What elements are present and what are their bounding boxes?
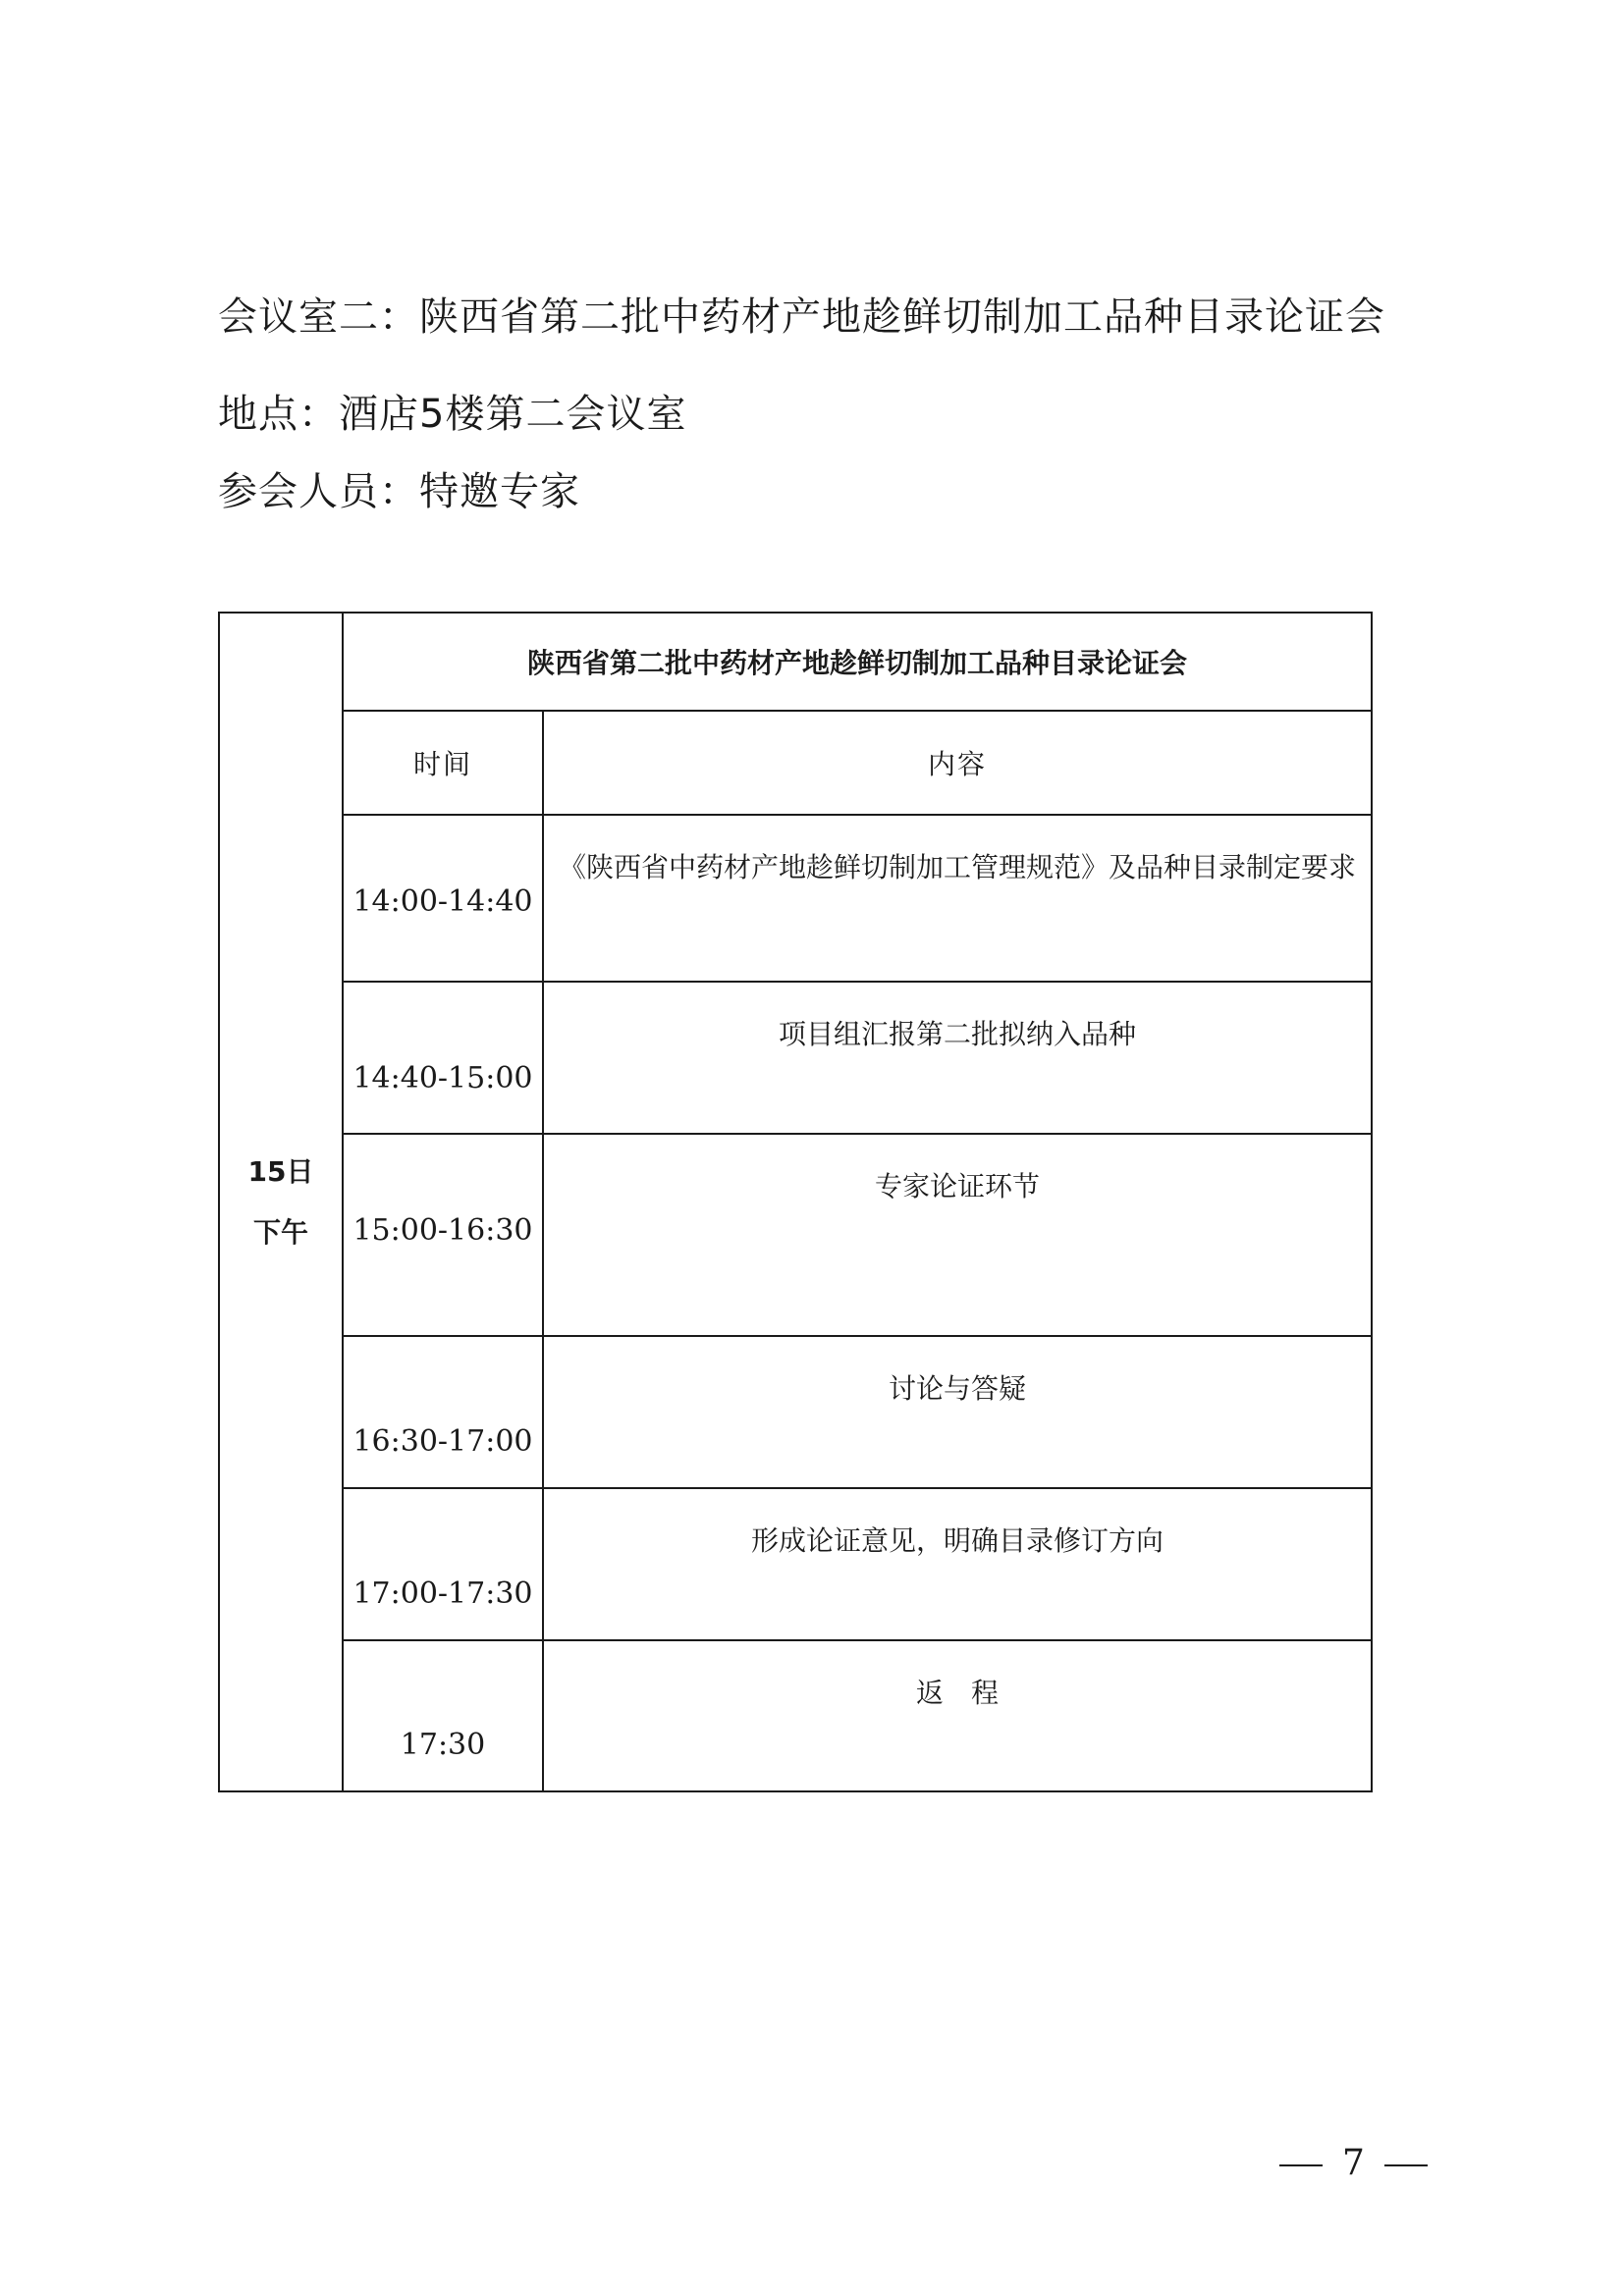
dash-left — [1279, 2164, 1323, 2166]
column-header-content: 内容 — [543, 711, 1372, 815]
session-day: 15日 — [247, 1154, 314, 1188]
content-text: 项目组汇报第二批拟纳入品种 — [779, 1018, 1137, 1050]
time-text: 14:00-14:40 — [352, 884, 533, 919]
time-cell — [343, 1488, 543, 1640]
time-cell — [343, 1640, 543, 1791]
time-text: 14:40-15:00 — [352, 1061, 533, 1095]
content-cell — [543, 1488, 1372, 1640]
column-header-time: 时间 — [343, 711, 543, 815]
session-period: 下午 — [252, 1215, 308, 1249]
page-number-text: 7 — [1342, 2143, 1365, 2183]
content-text: 形成论证意见，明确目录修订方向 — [751, 1524, 1164, 1557]
content-cell — [543, 982, 1372, 1134]
dash-right — [1384, 2164, 1428, 2166]
time-text: 17:00-17:30 — [352, 1576, 533, 1611]
time-cell — [343, 1134, 543, 1336]
table-row — [219, 1134, 1372, 1336]
schedule-table — [218, 612, 1373, 1792]
table-row — [219, 1336, 1372, 1488]
meeting-attendees: 参会人员：特邀专家 — [218, 469, 580, 514]
time-text: 16:30-17:00 — [352, 1424, 533, 1459]
time-text: 15:00-16:30 — [352, 1213, 533, 1248]
page-number — [1260, 2143, 1447, 2183]
time-cell — [343, 1336, 543, 1488]
table-title: 陕西省第二批中药材产地趁鲜切制加工品种目录论证会 — [343, 613, 1372, 711]
table-row — [219, 1488, 1372, 1640]
time-cell — [343, 815, 543, 982]
content-cell — [543, 1640, 1372, 1791]
content-text: 返 程 — [916, 1677, 1000, 1709]
content-text: 讨论与答疑 — [889, 1372, 1027, 1405]
meeting-room-title: 会议室二：陕西省第二批中药材产地趁鲜切制加工品种目录论证会 — [218, 294, 1385, 340]
content-text: 专家论证环节 — [875, 1170, 1041, 1202]
time-text: 17:30 — [400, 1728, 486, 1762]
table-row — [219, 1640, 1372, 1791]
table-row — [219, 982, 1372, 1134]
meeting-location: 地点：酒店5楼第二会议室 — [218, 392, 687, 437]
content-cell — [543, 1134, 1372, 1336]
session-cell — [219, 613, 343, 1791]
table-row — [219, 815, 1372, 982]
content-cell — [543, 1336, 1372, 1488]
time-cell — [343, 982, 543, 1134]
content-cell — [543, 815, 1372, 982]
content-text: 《陕西省中药材产地趁鲜切制加工管理规范》及品种目录制定要求 — [559, 851, 1357, 883]
